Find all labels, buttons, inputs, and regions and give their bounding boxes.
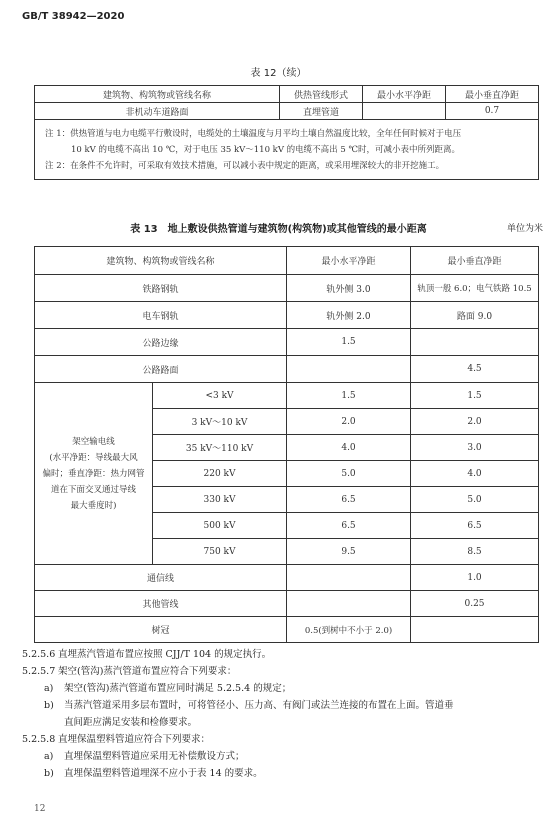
table12 bbox=[34, 85, 539, 180]
overhead-line-label-line: 道在下面交叉通过导线 bbox=[50, 484, 136, 495]
table-cell bbox=[411, 329, 539, 356]
clause-text: 直间距应满足安装和检修要求。 bbox=[64, 717, 198, 728]
note-line: 注 2：在条件不允许时，可采取有效技术措施，可以减小表中规定的距离，或采用埋深较大的非开挖施工。 bbox=[45, 160, 445, 171]
table-cell: 0.7 bbox=[446, 103, 539, 120]
table-cell: 铁路钢轨 bbox=[35, 275, 287, 302]
clauses-section bbox=[22, 646, 542, 782]
table-cell bbox=[287, 591, 411, 617]
table13-header-row bbox=[35, 247, 539, 275]
table-cell: 9.5 bbox=[287, 539, 411, 565]
table12-notes-row bbox=[35, 120, 539, 180]
table-row bbox=[35, 329, 539, 356]
table-cell: 直埋管道 bbox=[280, 103, 363, 120]
clause-text: 直埋保温塑料管道应采用无补偿敷设方式； bbox=[64, 751, 245, 762]
table-cell: 500 kV bbox=[153, 513, 287, 539]
table-row bbox=[35, 617, 539, 643]
table12-header-cell: 最小垂直净距 bbox=[446, 86, 539, 103]
table12-header-cell: 建筑物、构筑物或管线名称 bbox=[35, 86, 280, 103]
table-cell: 2.0 bbox=[287, 409, 411, 435]
clause-item-label: a) bbox=[44, 683, 54, 694]
table-cell: 4.0 bbox=[411, 461, 539, 487]
table-row bbox=[35, 591, 539, 617]
table-cell: 8.5 bbox=[411, 539, 539, 565]
table13-header-cell: 最小水平净距 bbox=[287, 247, 411, 275]
table13-unit: 单位为米 bbox=[506, 224, 543, 234]
table-cell: 轨外侧 2.0 bbox=[287, 302, 411, 329]
table-cell: 1.0 bbox=[411, 565, 539, 591]
standard-code: GB/T 38942—2020 bbox=[22, 11, 125, 22]
table-cell: 通信线 bbox=[35, 565, 287, 591]
clause-line bbox=[22, 646, 542, 663]
overhead-line-label-line: 架空输电线 bbox=[72, 436, 115, 447]
table-row bbox=[35, 356, 539, 383]
table-cell: 树冠 bbox=[35, 617, 287, 643]
clause-item-label: b) bbox=[44, 700, 54, 711]
overhead-line-label bbox=[35, 383, 153, 565]
table-cell: 6.5 bbox=[287, 487, 411, 513]
table-cell: 3.0 bbox=[411, 435, 539, 461]
table-cell bbox=[363, 103, 446, 120]
note-line: 10 kV 的电缆不高出 10 ℃，对于电压 35 kV～110 kV 的电缆不高出 5 ℃时，可减小表中所列距离。 bbox=[71, 144, 460, 155]
page-number: 12 bbox=[34, 804, 46, 814]
table-cell: 1.5 bbox=[287, 329, 411, 356]
overhead-line-label-line: 偏时；垂直净距：热力网管 bbox=[42, 468, 145, 479]
overhead-line-label-line: (水平净距：导线最大风 bbox=[49, 452, 138, 463]
table-cell: 1.5 bbox=[287, 383, 411, 409]
table-cell: 220 kV bbox=[153, 461, 287, 487]
table12-header-cell: 最小水平净距 bbox=[363, 86, 446, 103]
clause-line bbox=[22, 697, 542, 714]
table13-header-cell: 建筑物、构筑物或管线名称 bbox=[35, 247, 287, 275]
table-row bbox=[35, 275, 539, 302]
clause-line bbox=[22, 765, 542, 782]
table-cell: 5.0 bbox=[411, 487, 539, 513]
table-cell: <3 kV bbox=[153, 383, 287, 409]
clause-text: 直埋保温塑料管道埋深不应小于表 14 的要求。 bbox=[64, 768, 263, 779]
table-cell: 轨外侧 3.0 bbox=[287, 275, 411, 302]
table12-caption: 表 12（续） bbox=[250, 68, 307, 79]
table-cell: 5.0 bbox=[287, 461, 411, 487]
table-row bbox=[35, 565, 539, 591]
note-line: 注 1：供热管道与电力电缆平行敷设时，电缆处的土壤温度与月平均土壤自然温度比较，全年任何时候对于电压 bbox=[45, 128, 462, 139]
table-cell: 6.5 bbox=[287, 513, 411, 539]
clause-number: 5.2.5.7 bbox=[22, 666, 56, 677]
table-cell: 4.5 bbox=[411, 356, 539, 383]
clause-text: 直埋保温塑料管道应符合下列要求： bbox=[58, 734, 211, 745]
clause-text: 架空(管沟)蒸汽管道布置应符合下列要求： bbox=[58, 666, 237, 677]
table-cell bbox=[287, 565, 411, 591]
table-cell: 电车钢轨 bbox=[35, 302, 287, 329]
table-cell: 非机动车道路面 bbox=[35, 103, 280, 120]
overhead-line-label-line: 最大垂度时) bbox=[70, 500, 117, 511]
table-cell bbox=[287, 356, 411, 383]
clause-text: 架空(管沟)蒸汽管道布置应同时满足 5.2.5.4 的规定； bbox=[64, 683, 292, 694]
table-row bbox=[35, 302, 539, 329]
clause-number: 5.2.5.6 bbox=[22, 649, 56, 660]
clause-line bbox=[22, 748, 542, 765]
clause-number: 5.2.5.8 bbox=[22, 734, 56, 745]
clause-line bbox=[22, 680, 542, 697]
table12-notes bbox=[35, 120, 539, 180]
table-cell: 其他管线 bbox=[35, 591, 287, 617]
table-cell: 轨顶一般 6.0；电气铁路 10.5 bbox=[411, 275, 539, 302]
table-cell: 2.0 bbox=[411, 409, 539, 435]
clause-item-label: b) bbox=[44, 768, 54, 779]
table-cell: 330 kV bbox=[153, 487, 287, 513]
clause-text: 当蒸汽管道采用多层布置时，可将管径小、压力高、有阀门或法兰连接的布置在上面。管道垂 bbox=[64, 700, 454, 711]
table-cell: 公路路面 bbox=[35, 356, 287, 383]
clause-line bbox=[22, 731, 542, 748]
table-cell: 路面 9.0 bbox=[411, 302, 539, 329]
table-cell bbox=[411, 617, 539, 643]
clause-line bbox=[22, 714, 542, 731]
clause-text: 直埋蒸汽管道布置应按照 CJJ/T 104 的规定执行。 bbox=[58, 649, 272, 660]
table-cell: 4.0 bbox=[287, 435, 411, 461]
table-cell: 6.5 bbox=[411, 513, 539, 539]
table-row bbox=[35, 383, 539, 409]
table12-header-row bbox=[35, 86, 539, 103]
table-cell: 公路边缘 bbox=[35, 329, 287, 356]
clause-line bbox=[22, 663, 542, 680]
table-cell: 1.5 bbox=[411, 383, 539, 409]
clause-item-label: a) bbox=[44, 751, 54, 762]
table-cell: 750 kV bbox=[153, 539, 287, 565]
table13-caption: 表 13 地上敷设供热管道与建筑物(构筑物)或其他管线的最小距离 bbox=[130, 224, 427, 235]
table-cell: 0.25 bbox=[411, 591, 539, 617]
table12-header-cell: 供热管线形式 bbox=[280, 86, 363, 103]
table-row bbox=[35, 103, 539, 120]
table-cell: 3 kV～10 kV bbox=[153, 409, 287, 435]
table-cell: 35 kV～110 kV bbox=[153, 435, 287, 461]
table-cell: 0.5(到树中不小于 2.0) bbox=[287, 617, 411, 643]
table13-header-cell: 最小垂直净距 bbox=[411, 247, 539, 275]
table13 bbox=[34, 246, 539, 643]
